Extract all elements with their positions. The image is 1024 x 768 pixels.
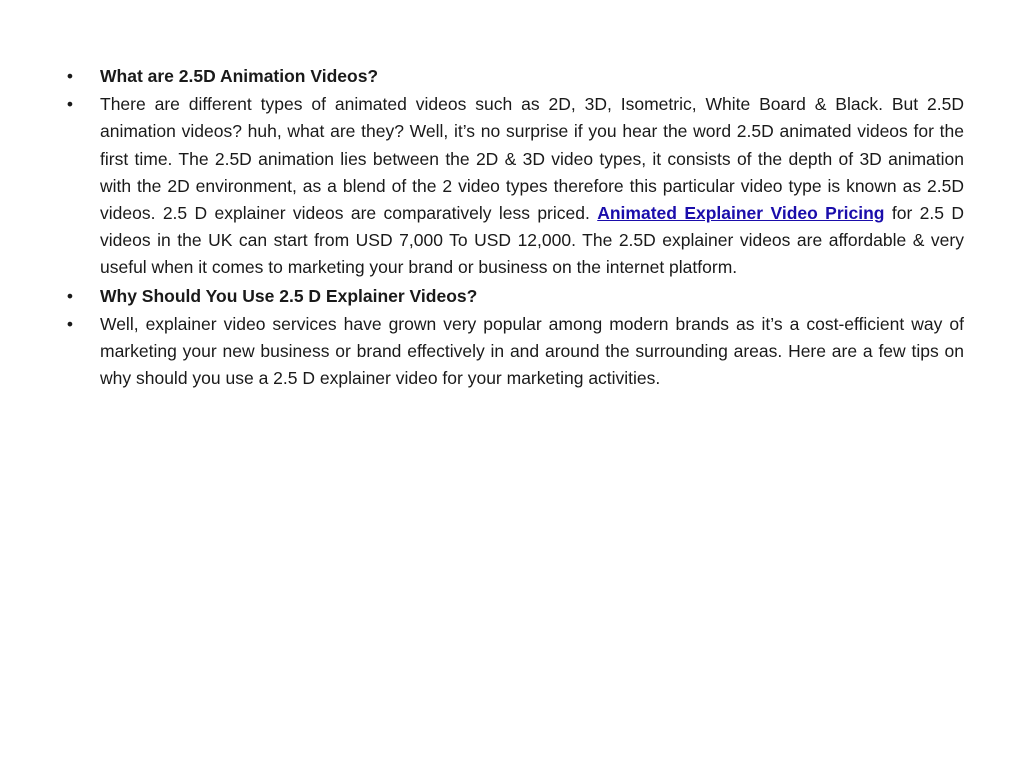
bullet-item-heading-what-are bbox=[60, 63, 964, 90]
animated-explainer-video-pricing-link[interactable]: Animated Explainer Video Pricing bbox=[597, 203, 885, 224]
bullet-item-paragraph-intro bbox=[60, 91, 964, 281]
bullet-icon: • bbox=[66, 94, 74, 115]
heading-why-use-2-5d: Why Should You Use 2.5 D Explainer Videos? bbox=[100, 285, 478, 306]
paragraph-intro-text-continued: for 2.5 D videos in the UK can start from USD 7,000 To USD 12,000. The 2.5D explainer videos are affordable & very useful when it comes to marketing your brand or business on the internet platform. bbox=[100, 203, 964, 278]
heading-what-are-2-5d: What are 2.5D Animation Videos? bbox=[100, 66, 379, 86]
bullet-icon: • bbox=[66, 285, 74, 306]
bullet-icon: • bbox=[66, 313, 74, 334]
paragraph-services-text: Well, explainer video services have grown very popular among modern brands as it’s a cost-efficient way of marketing your new business or brand effectively in and around the surrounding areas. Here are a few tips on why should you use a 2.5 D explainer video for your marketing activities. bbox=[100, 313, 964, 389]
bullet-icon: • bbox=[66, 66, 74, 86]
bullet-list bbox=[60, 63, 964, 392]
slide-body bbox=[60, 63, 964, 392]
bullet-item-paragraph-services bbox=[60, 311, 964, 393]
paragraph-intro-text: There are different types of animated videos such as 2D, 3D, Isometric, White Board & Black. But 2.5D animation videos? huh, what are they? Well, it’s no surprise if you hear the word 2.5D animated videos for the first time. The 2.5D animation lies between the 2D & 3D video types, it consists of the depth of 3D animation with the 2D environment, as a blend of the 2 video types therefore this particular video type is known as 2.5D videos. 2.5 D explainer videos are comparatively less priced. bbox=[100, 94, 964, 224]
bullet-item-heading-why-use bbox=[60, 283, 964, 310]
